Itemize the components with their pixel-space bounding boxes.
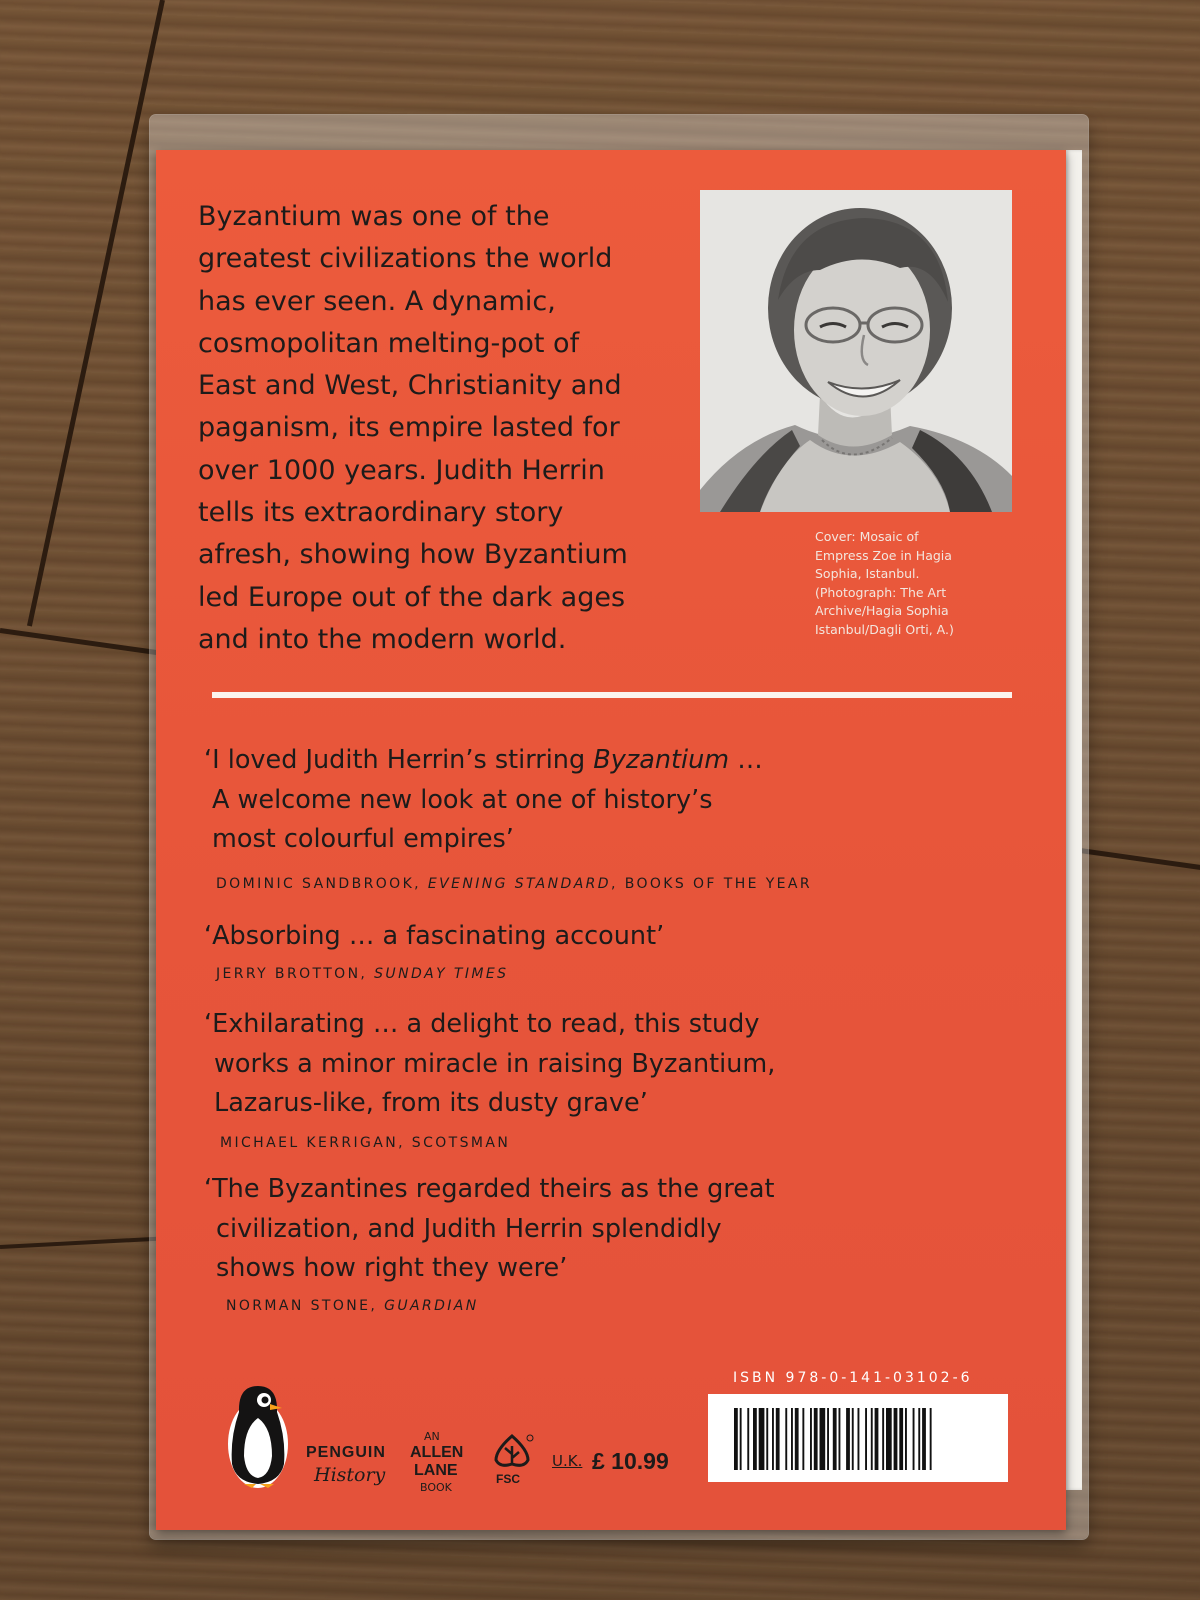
book-page-edge	[1066, 150, 1082, 1490]
reviewer-name: DOMINIC SANDBROOK,	[216, 876, 428, 892]
floor-seam	[27, 0, 165, 627]
publication-name: SUNDAY TIMES	[374, 966, 509, 982]
allen-lane-allen: ALLEN	[410, 1444, 464, 1461]
quote-line: works a minor miracle in raising Byzantium,	[214, 1048, 776, 1079]
quote-line: most colourful empires’	[212, 824, 514, 854]
blurb-line: led Europe out of the dark ages	[198, 581, 626, 613]
penguin-wordmark: PENGUIN	[306, 1444, 386, 1461]
barcode-icon	[708, 1394, 1008, 1482]
floor-seam	[1080, 848, 1200, 871]
quote-line: civilization, and Judith Herrin splendidly	[216, 1213, 722, 1244]
review-attribution	[216, 966, 508, 982]
isbn-number: ISBN 978-0-141-03102-6	[733, 1370, 973, 1386]
price-region: U.K.	[552, 1452, 583, 1470]
blurb-line: East and West, Christianity and	[198, 370, 622, 402]
blurb-line: tells its extraordinary story	[198, 497, 564, 529]
book-title-italic: Byzantium	[593, 745, 730, 775]
review-quote	[204, 917, 964, 957]
allen-lane-lane: LANE	[414, 1462, 458, 1479]
caption-line: Sophia, Istanbul.	[815, 566, 920, 581]
blurb-line: cosmopolitan melting-pot of	[198, 327, 580, 359]
review-quote	[204, 741, 964, 860]
floor-seam	[0, 628, 159, 655]
caption-line: Empress Zoe in Hagia	[815, 547, 952, 563]
quote-line-end: …	[729, 745, 763, 775]
caption-line: Archive/Hagia Sophia	[815, 603, 949, 618]
blurb-line: paganism, its empire lasted for	[198, 412, 620, 444]
quote-line: ‘Absorbing … a fascinating account’	[204, 921, 665, 951]
blurb-line: Byzantium was one of the	[198, 201, 550, 232]
price: £ 10.99	[592, 1448, 669, 1474]
blurb-line: afresh, showing how Byzantium	[198, 539, 628, 571]
attribution-suffix: , BOOKS OF THE YEAR	[611, 876, 813, 892]
blurb-line: has ever seen. A dynamic,	[198, 285, 556, 317]
penguin-logo-icon	[222, 1378, 294, 1490]
floor-seam	[0, 1237, 160, 1249]
quote-line: A welcome new look at one of history’s	[212, 784, 713, 815]
reviewer-name: MICHAEL KERRIGAN, SCOTSMAN	[220, 1135, 511, 1151]
quote-line: shows how right they were’	[216, 1253, 568, 1283]
divider-rule	[212, 692, 1012, 698]
caption-line: Cover: Mosaic of	[815, 529, 919, 544]
publication-name: EVENING STANDARD	[427, 876, 611, 892]
review-attribution	[226, 1298, 479, 1314]
reviewer-name: NORMAN STONE,	[226, 1298, 385, 1314]
publication-name: GUARDIAN	[384, 1298, 479, 1314]
allen-lane-an: AN	[424, 1430, 440, 1443]
allen-lane-book: BOOK	[420, 1481, 452, 1494]
quote-line	[204, 741, 964, 781]
author-portrait-icon	[700, 190, 1012, 512]
blurb-line: and into the modern world.	[198, 623, 567, 655]
fsc-tree-icon	[490, 1434, 534, 1472]
quote-line: ‘Exhilarating … a delight to read, this study	[204, 1009, 760, 1039]
review-quote	[204, 1170, 964, 1289]
blurb-line: over 1000 years. Judith Herrin	[198, 454, 605, 486]
fsc-label: FSC	[496, 1472, 520, 1486]
caption-line: (Photograph: The Art	[815, 584, 947, 600]
book-blurb	[198, 196, 678, 661]
quote-line-start: ‘I loved Judith Herrin’s stirring	[204, 745, 594, 775]
quote-line: Lazarus-like, from its dusty grave’	[214, 1088, 648, 1118]
history-imprint: History	[314, 1464, 386, 1486]
blurb-line: greatest civilizations the world	[198, 243, 613, 275]
caption-line: Istanbul/Dagli Orti, A.)	[815, 621, 954, 637]
review-quote	[204, 1005, 964, 1124]
barcode-panel	[708, 1394, 1008, 1482]
review-attribution	[216, 876, 812, 892]
author-photo	[700, 190, 1012, 512]
reviewer-name: JERRY BROTTON,	[216, 966, 375, 982]
quote-line: ‘The Byzantines regarded theirs as the great	[204, 1174, 775, 1204]
review-attribution	[220, 1135, 510, 1151]
cover-photo-caption	[815, 528, 1015, 639]
